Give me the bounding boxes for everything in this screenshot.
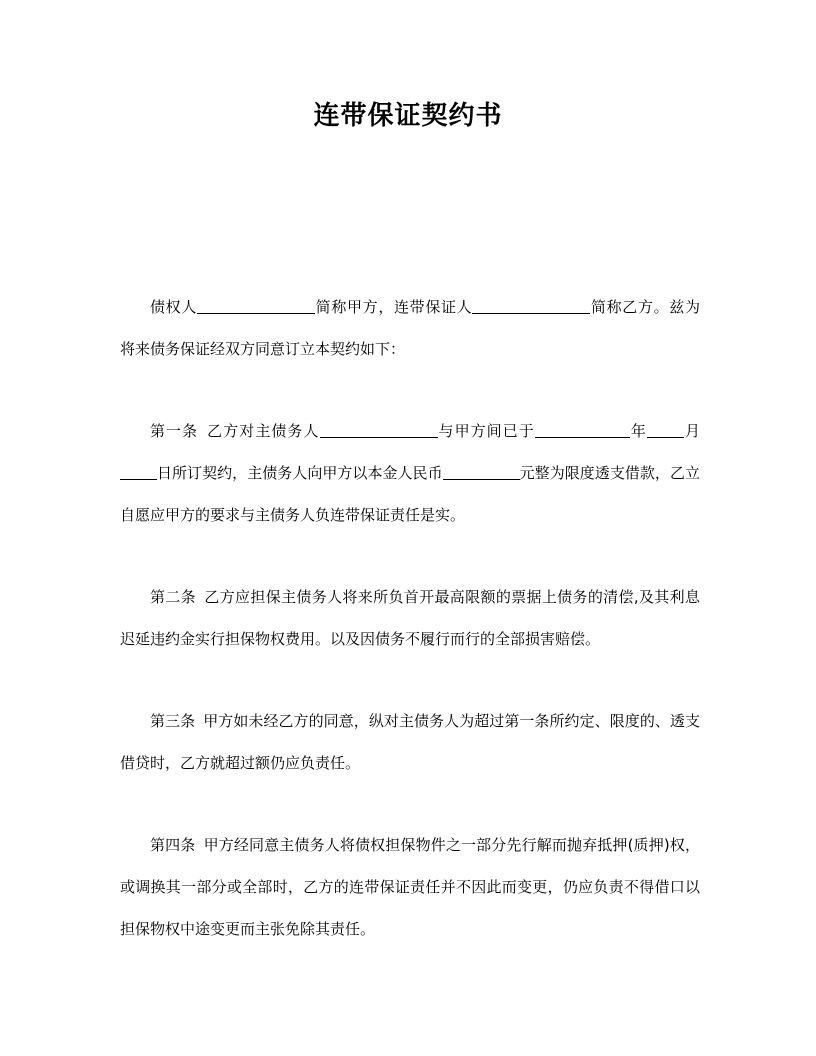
- creditor-label: 债权人: [150, 298, 197, 316]
- amount-blank: [443, 461, 520, 480]
- article-1-text-1: 乙方对主债务人: [206, 422, 320, 440]
- article-2-label: 第二条: [150, 588, 197, 606]
- article-1-text-6: 元整为限度透支借款，乙立自愿应甲方的要求与主债务人负连带保证责任是实。: [120, 464, 700, 524]
- article-1-label: 第一条: [150, 422, 199, 440]
- article-2-paragraph: [120, 576, 700, 660]
- creditor-blank: [197, 295, 315, 314]
- article-3-text: 甲方如未经乙方的同意，纵对主债务人为超过第一条所约定、限度的、透支借贷时，乙方就超过额仍应负责任。: [120, 712, 700, 772]
- guarantor-blank: [472, 295, 590, 314]
- preamble-text-a: 简称甲方，连带保证人: [315, 298, 473, 316]
- article-1-text-4: 月: [683, 422, 700, 440]
- article-1-text-3: 年: [629, 422, 647, 440]
- month-blank-a: [647, 419, 684, 438]
- article-3-label: 第三条: [150, 712, 196, 730]
- article-2-text: 乙方应担保主债务人将来所负首开最高限额的票据上债务的清偿,及其利息迟延违约金实行担保物权费用。以及因债务不履行而行的全部损害赔偿。: [120, 588, 700, 648]
- article-4-label: 第四条: [150, 836, 196, 854]
- document-title: 连带保证契约书: [313, 101, 503, 131]
- article-1-text-2: 与甲方间已于: [437, 422, 535, 440]
- day-blank: [120, 461, 157, 480]
- article-4-text: 甲方经同意主债务人将债权担保物件之一部分先行解而抛弃抵押(质押)权，或调换其一部分或全部时，乙方的连带保证责任并不因此而变更，仍应负责不得借口以担保物权中途变更而主张免除其责任。: [120, 836, 700, 938]
- year-blank: [535, 419, 630, 438]
- debtor-blank: [320, 419, 438, 438]
- article-1-text-5: 日所订契约，主债务人向甲方以本金人民币: [157, 464, 443, 482]
- article-1-paragraph: [120, 410, 700, 536]
- preamble-text-b: 简称乙方。兹为将来债务保证经双方同意订立本契约如下：: [120, 298, 700, 358]
- preamble-paragraph: [120, 286, 700, 370]
- article-3-paragraph: [120, 700, 700, 784]
- article-4-paragraph: [120, 824, 700, 950]
